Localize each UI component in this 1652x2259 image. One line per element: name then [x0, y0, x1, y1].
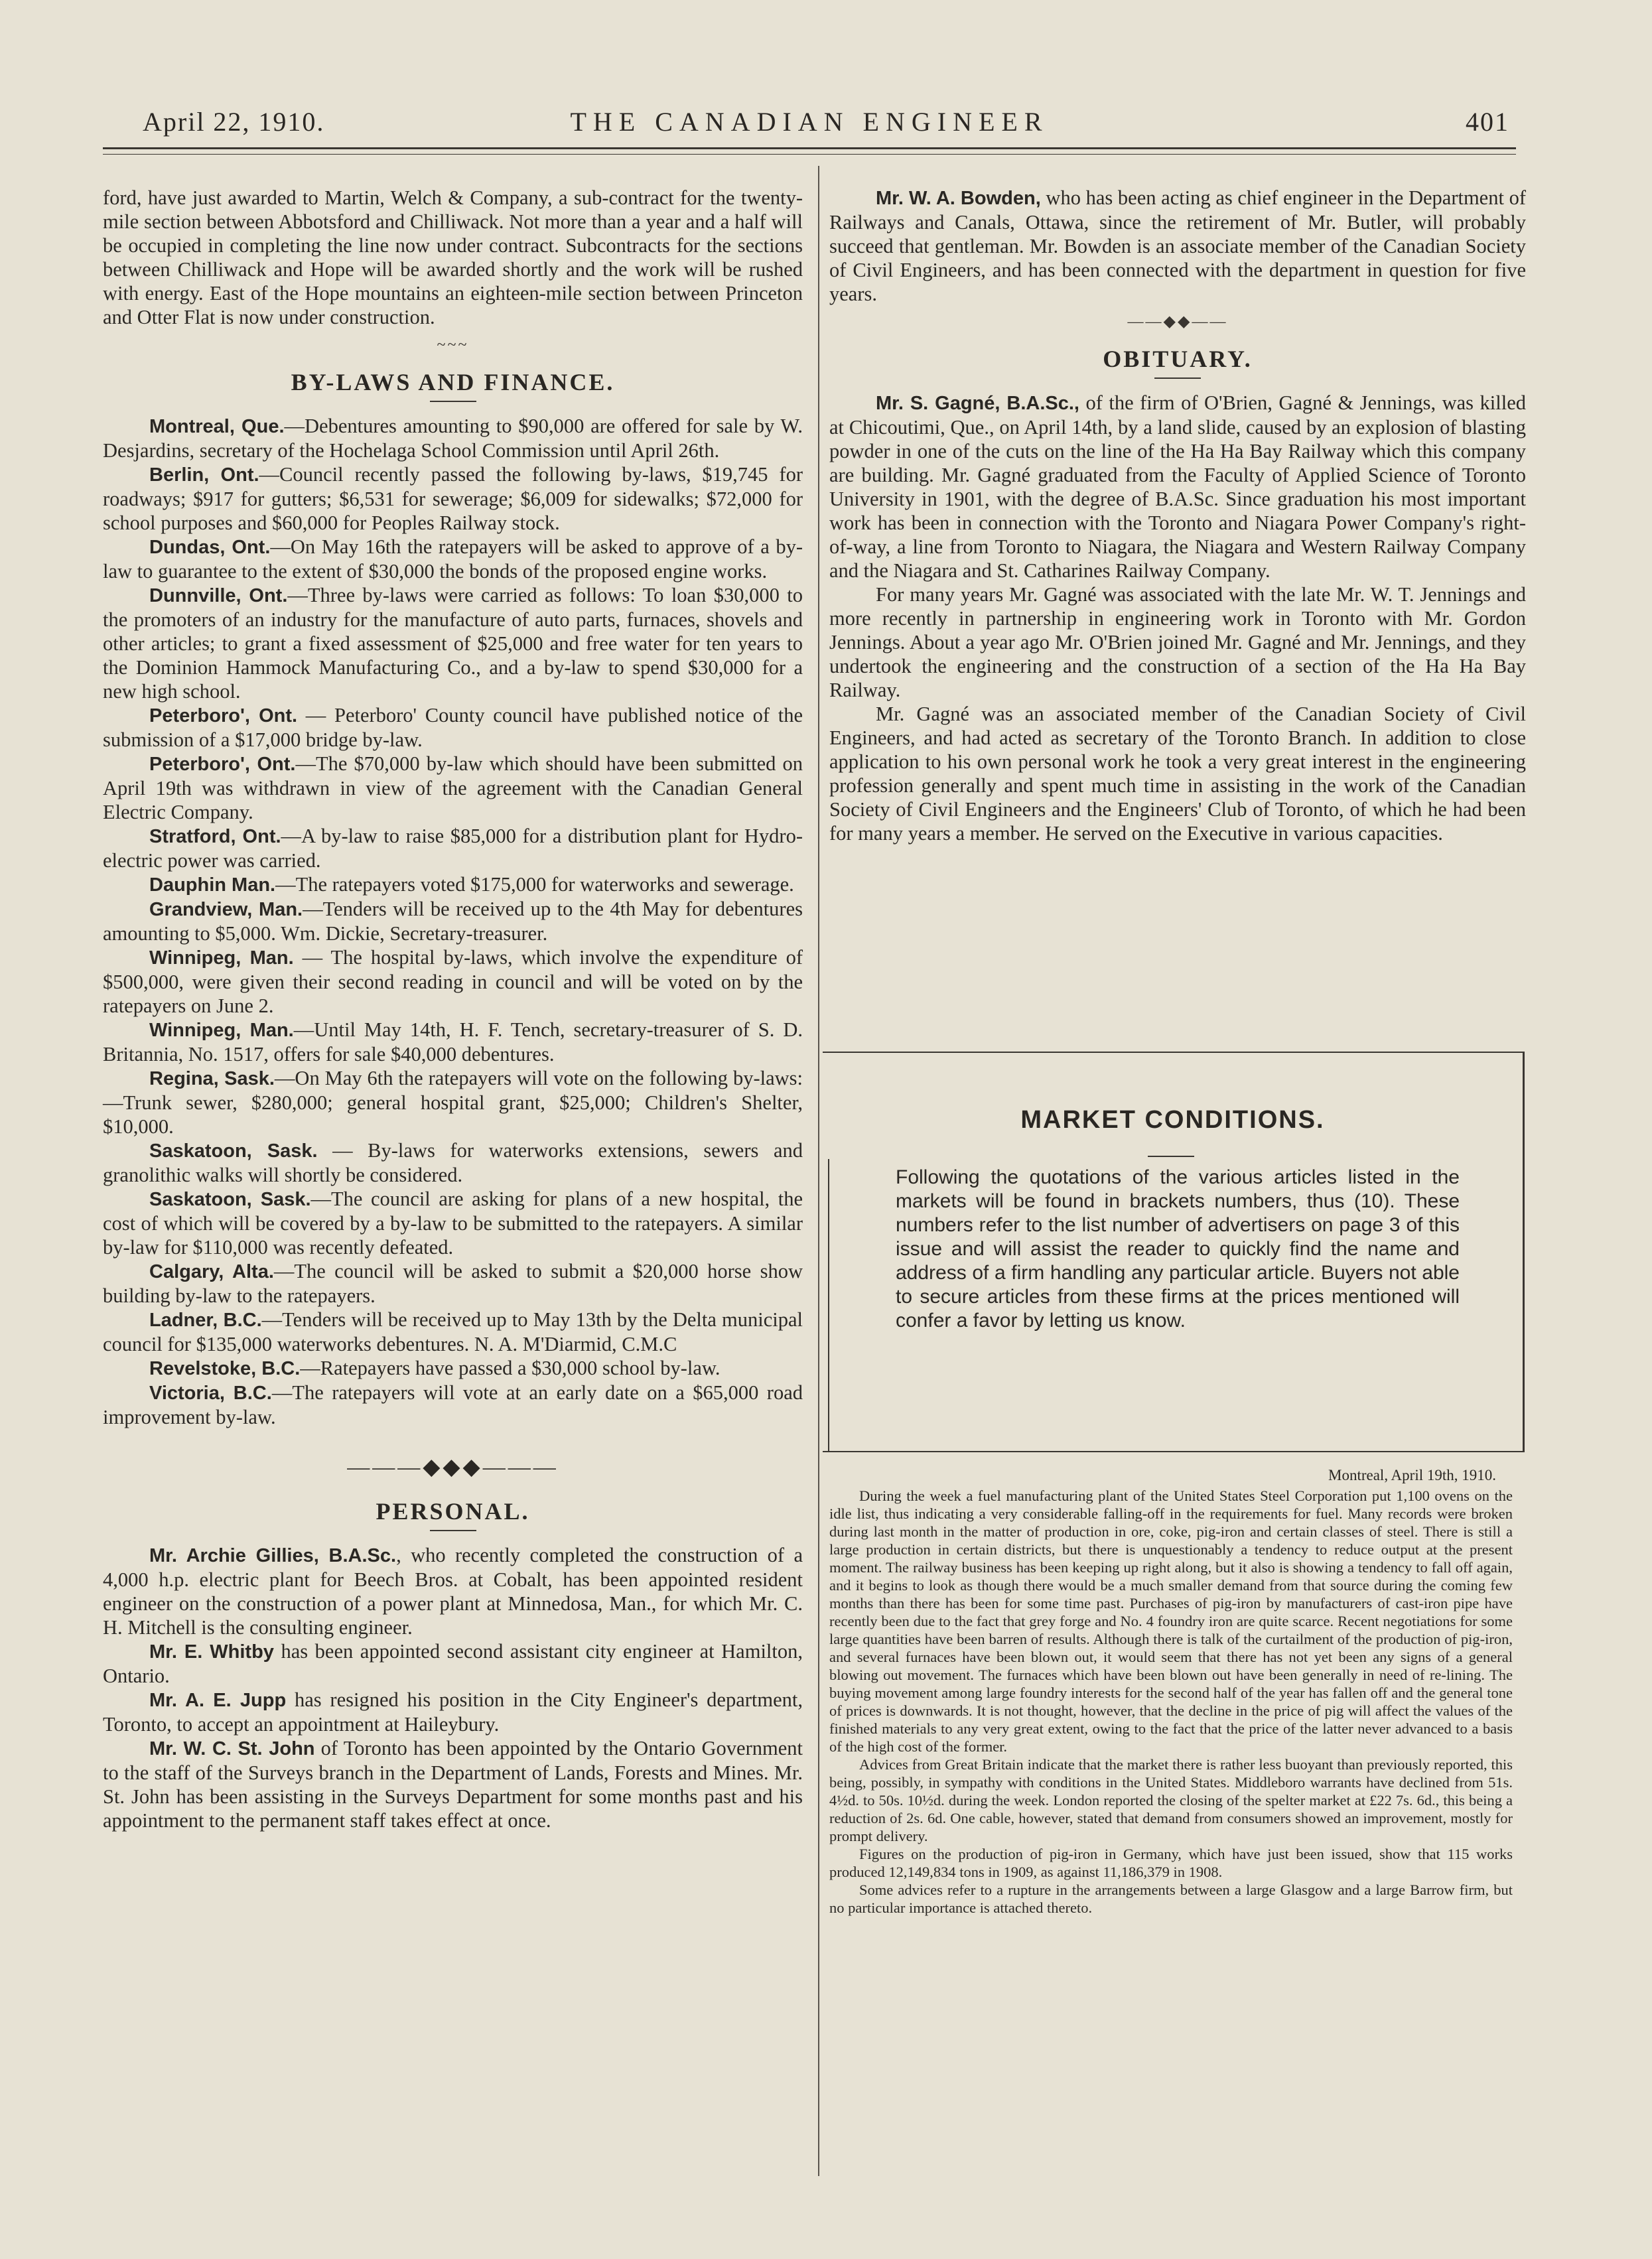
item-text: — The hospital by-laws, which involve the expenditure of $500,000, were given their second reading in council and will be voted on by the ratepayers on June 2.	[103, 946, 803, 1017]
heading-rule	[430, 1530, 476, 1531]
bylaw-item	[103, 1018, 803, 1066]
item-lead: Dunnville, Ont.	[149, 585, 288, 606]
item-text: —Debentures amounting to $90,000 are offered for sale by W. Desjardins, secretary of the Hochelaga School Commission until April 26th.	[103, 415, 803, 462]
personal-item	[103, 1688, 803, 1736]
heading-rule	[1148, 1156, 1194, 1157]
item-text: who has been acting as chief engineer in the Department of Railways and Canals, Ottawa, since the retirement of Mr. Butler, will probably succeed that gentleman. Mr. Bowden is an associate member of the Canadian Society of Civil Engineers, and has been connected with the department in question for five years.	[829, 186, 1527, 305]
bylaw-item	[103, 872, 803, 897]
bylaw-item	[103, 897, 803, 945]
item-text: —On May 16th the ratepayers will be asked to approve of a by-law to guarantee to the extent of $30,000 the bonds of the proposed engine works.	[103, 535, 803, 582]
bylaw-item	[103, 703, 803, 752]
intro-paragraph: ford, have just awarded to Martin, Welch & Company, a sub-contract for the twenty-mile section between Abbotsford and Chilliwack. Not more than a year and a half will be occupied in completing the line now under contract. Subcontracts for the sections between Chilliwack and Hope will be awarded shortly and the work will be rushed with energy. East of the Hope mountains an eighteen-mile section between Princeton and Otter Flat is now under construction.	[103, 186, 803, 328]
obituary-paragraph: Mr. Gagné was an associated member of the Canadian Society of Civil Engineers, and had acted as secretary of the Toronto Branch. In addition to close application to his own personal work he took a very great interest in the engineering profession generally and spent much time in assisting in the work of the Canadian Society of Civil Engineers and the Engineers' Club of Toronto, of which he had been for many years a member. He served on the Executive in various capacities.	[829, 703, 1526, 845]
bylaw-item	[103, 535, 803, 583]
bylaw-item	[103, 1259, 803, 1308]
item-lead: Mr. S. Gagné, B.A.Sc.,	[876, 393, 1079, 414]
item-text: of the firm of O'Brien, Gagné & Jennings, was killed at Chicoutimi, Que., on April 14th, by a land slide, caused by an explosion of blasting powder in one of the cuts on the line of the Ha Ha Bay Railway which this company are building. Mr. Gagné graduated from the Faculty of Applied Science of Toronto University in 1901, with the degree of B.A.Sc. Since graduation his most important work has been in connection with the Toronto and Niagara Power Company's right-of-way, a line from Toronto to Niagara, the Niagara and Western Railway Company and the Niagara and St. Catharines Railway Company.	[829, 391, 1526, 582]
obituary-paragraph	[829, 391, 1526, 582]
item-text: —The council will be asked to submit a $20,000 horse show building by-law to the ratepayers.	[103, 1260, 803, 1307]
bylaw-item	[103, 583, 803, 703]
bylaw-item	[103, 945, 803, 1018]
item-lead: Winnipeg, Man.	[149, 1020, 294, 1041]
personal-item	[103, 1736, 803, 1832]
issue-date: April 22, 1910.	[143, 107, 325, 137]
item-lead: Revelstoke, B.C.	[149, 1358, 301, 1379]
report-dateline: Montreal, April 19th, 1910.	[1328, 1467, 1496, 1483]
item-lead: Montreal, Que.	[149, 416, 285, 437]
item-lead: Mr. W. C. St. John	[149, 1738, 315, 1759]
report-paragraph: Figures on the production of pig-iron in Germany, which have just been issued, show that 115 works produced 12,149,834 tons in 1909, as against 11,186,379 in 1908.	[829, 1846, 1513, 1880]
item-lead: Mr. Archie Gillies, B.A.Sc.	[149, 1545, 397, 1566]
bylaw-item	[103, 462, 803, 535]
item-text: —The ratepayers voted $175,000 for waterworks and sewerage.	[275, 873, 794, 896]
heading-rule	[1154, 377, 1201, 379]
item-text: —Tenders will be received up to May 13th by the Delta municipal council for $135,000 waterworks debentures. N. A. M'Diarmid, C.M.C	[103, 1308, 803, 1355]
personal-item	[103, 1639, 803, 1688]
item-lead: Dauphin Man.	[149, 874, 276, 896]
market-notice: Following the quotations of the various articles listed in the markets will be found in brackets numbers, thus (10). These numbers refer to the list number of advertisers on page 3 of this issue and will assist the reader to quickly find the name and address of a firm handling any particular article. Buyers not able to secure articles from these firms at the prices mentioned will confer a favor by letting us know.	[896, 1166, 1460, 1332]
item-lead: Saskatoon, Sask.	[149, 1189, 311, 1210]
page-number: 401	[1466, 107, 1509, 137]
item-lead: Peterboro', Ont.	[149, 705, 298, 726]
item-text: —Three by-laws were carried as follows: To loan $30,000 to the promoters of an industry for the manufacture of auto parts, furnaces, shovels and other articles; to grant a fixed assessment of $25,000 and free water for ten years to the Dominion Hammock Manufacturing Co., and a by-law to spend $30,000 for a new high school.	[103, 584, 803, 703]
bylaw-item	[103, 1066, 803, 1138]
item-text: —The council are asking for plans of a new hospital, the cost of which will be covered by a by-law to be submitted to the ratepayers. A similar by-law for $110,000 was recently defeated.	[103, 1188, 803, 1259]
item-lead: Victoria, B.C.	[149, 1383, 272, 1404]
item-lead: Dundas, Ont.	[149, 537, 271, 558]
item-lead: Peterboro', Ont.	[149, 754, 296, 775]
item-lead: Regina, Sask.	[149, 1068, 275, 1089]
bylaw-item	[103, 1381, 803, 1429]
header-rule-thin	[103, 154, 1516, 155]
item-text: —A by-law to raise $85,000 for a distribution plant for Hydro-electric power was carried.	[103, 825, 803, 872]
obituary-paragraph: For many years Mr. Gagné was associated with the late Mr. W. T. Jennings and more recently in partnership in engineering work in Toronto with Mr. Gordon Jennings. About a year ago Mr. O'Brien joined Mr. Gagné and Mr. Jennings, and they undertook the engineering and the construction of a section of the Ha Ha Bay Railway.	[829, 583, 1526, 701]
item-text: , who recently completed the construction of a 4,000 h.p. electric plant for Beech Bros. at Cobalt, has been appointed resident engineer on the construction of a power plant at Minnedosa, Man., for which Mr. C. H. Mitchell is the consulting engineer.	[103, 1544, 803, 1639]
item-text: —The $70,000 by-law which should have been submitted on April 19th was withdrawn in view of the agreement with the Canadian General Electric Company.	[103, 752, 803, 823]
market-heading: MARKET CONDITIONS.	[1020, 1106, 1325, 1134]
box-left-rule	[828, 1159, 829, 1451]
item-lead: Calgary, Alta.	[149, 1261, 274, 1282]
item-text: — By-laws for waterworks extensions, sewers and granolithic walks will shortly be considered.	[103, 1139, 803, 1186]
item-lead: Berlin, Ont.	[149, 464, 259, 486]
bylaw-item	[103, 1356, 803, 1381]
item-lead: Ladner, B.C.	[149, 1310, 262, 1331]
item-lead: Winnipeg, Man.	[149, 947, 294, 969]
item-lead: Mr. W. A. Bowden,	[876, 188, 1041, 209]
item-lead: Mr. A. E. Jupp	[149, 1690, 287, 1711]
bylaw-item	[103, 824, 803, 872]
report-paragraph: Advices from Great Britain indicate that the market there is rather less buoyant than previously reported, this being, possibly, in sympathy with conditions in the United States. Middleboro warrants have declined from 51s. 4½d. to 50s. 10½d. during the week. London reported the closing of the spelter market at £22 7s. 6d., this being a reduction of 2s. 6d. One cable, however, stated that demand from consumers showed an improvement, mostly for prompt delivery.	[829, 1756, 1513, 1844]
personal-list	[103, 1543, 803, 1832]
market-report	[829, 1466, 1513, 1917]
item-lead: Saskatoon, Sask.	[149, 1140, 318, 1162]
item-text: —Ratepayers have passed a $30,000 school by-law.	[300, 1357, 721, 1379]
column-divider	[818, 166, 819, 2176]
bowden-item	[829, 186, 1526, 306]
item-text: —On May 6th the ratepayers will vote on the following by-laws:—Trunk sewer, $280,000; general hospital grant, $25,000; Children's Shelter, $10,000.	[103, 1067, 803, 1138]
right-column	[829, 186, 1526, 845]
bylaw-item	[103, 752, 803, 824]
item-lead: Mr. E. Whitby	[149, 1641, 274, 1663]
report-paragraph: During the week a fuel manufacturing plant of the United States Steel Corporation put 1,100 ovens on the idle list, thus indicating a very considerable falling-off in the requirements for fuel. Many records were broken during last month in the matter of production in ore, coke, pig-iron and certain classes of steel. There is still a large production in certain districts, but there is unquestionably a tendency to reduce output at the present moment. The railway business has been keeping up right along, but it also is showing a tendency to fall off again, and it begins to look as though there would be a much smaller demand from that source during the coming few months than there has been for some time past. Purchases of pig-iron by manufacturers of cast-iron pipe have recently been due to the fact that grey forge and No. 4 foundry iron are quite scarce. Recent negotiations for some large quantities have been barren of results. Although there is talk of the curtailment of the production of pig-iron, and several furnaces have been blown out, it would seem that there has not yet been any signs of a general blowing out movement. The furnaces which have been blown out have been generally in need of re-lining. The buying movement among large foundry interests for the second half of the year has fallen off and the general tone of prices is downwards. It is not thought, however, that the decline in the price of pig will affect the values of the finished materials to any very great extent, owing to the fact that the price of the latter never advanced to a basis of the high cost of the former.	[829, 1487, 1513, 1755]
item-text: of Toronto has been appointed by the Ontario Government to the staff of the Surveys branch in the Department of Lands, Forests and Mines. Mr. St. John has been assisting in the Surveys Department for some months past and his appointment to the permanent staff takes effect at once.	[103, 1737, 803, 1832]
header-rule	[103, 147, 1516, 149]
item-lead: Grandview, Man.	[149, 899, 303, 920]
item-text: —Tenders will be received up to the 4th May for debentures amounting to $5,000. Wm. Dickie, Secretary-treasurer.	[103, 898, 803, 945]
heading-rule	[430, 401, 476, 402]
bylaw-item	[103, 1187, 803, 1259]
bylaw-item	[103, 1308, 803, 1356]
item-text: —The ratepayers will vote at an early date on a $65,000 road improvement by-law.	[103, 1381, 803, 1428]
bylaw-item	[103, 1138, 803, 1187]
personal-item	[103, 1543, 803, 1639]
running-header	[103, 106, 1516, 146]
bylaws-list	[103, 414, 803, 1429]
item-text: —Council recently passed the following by-laws, $19,745 for roadways; $917 for gutters; $6,531 for sewerage; $6,009 for sidewalks; $72,000 for school purposes and $60,000 for Peoples Railway stock.	[103, 463, 803, 534]
item-text: —Until May 14th, H. F. Tench, secretary-treasurer of S. D. Britannia, No. 1517, offers for sale $40,000 debentures.	[103, 1018, 803, 1065]
left-column	[103, 186, 803, 1832]
section-ornament: ~~~	[437, 336, 469, 354]
item-lead: Stratford, Ont.	[149, 826, 281, 847]
report-paragraph: Some advices refer to a rupture in the arrangements between a large Glasgow and a large Barrow firm, but no particular importance is attached thereto.	[829, 1882, 1513, 1916]
item-text: — Peterboro' County council have published notice of the submission of a $17,000 bridge by-law.	[103, 704, 803, 751]
bylaw-item	[103, 414, 803, 462]
section-ornament: ——◆◆——	[1127, 313, 1228, 330]
personal-heading: PERSONAL.	[376, 1498, 530, 1525]
bylaws-heading: BY-LAWS AND FINANCE.	[291, 369, 615, 395]
journal-title: THE CANADIAN ENGINEER	[570, 107, 1049, 137]
item-text: has been appointed second assistant city engineer at Hamilton, Ontario.	[103, 1640, 803, 1687]
market-conditions-box	[823, 1052, 1525, 1452]
item-text: has resigned his position in the City Engineer's department, Toronto, to accept an appointment at Haileybury.	[103, 1688, 803, 1736]
section-ornament: ———◆◆◆———	[347, 1455, 559, 1479]
obituary-heading: OBITUARY.	[1103, 346, 1253, 372]
